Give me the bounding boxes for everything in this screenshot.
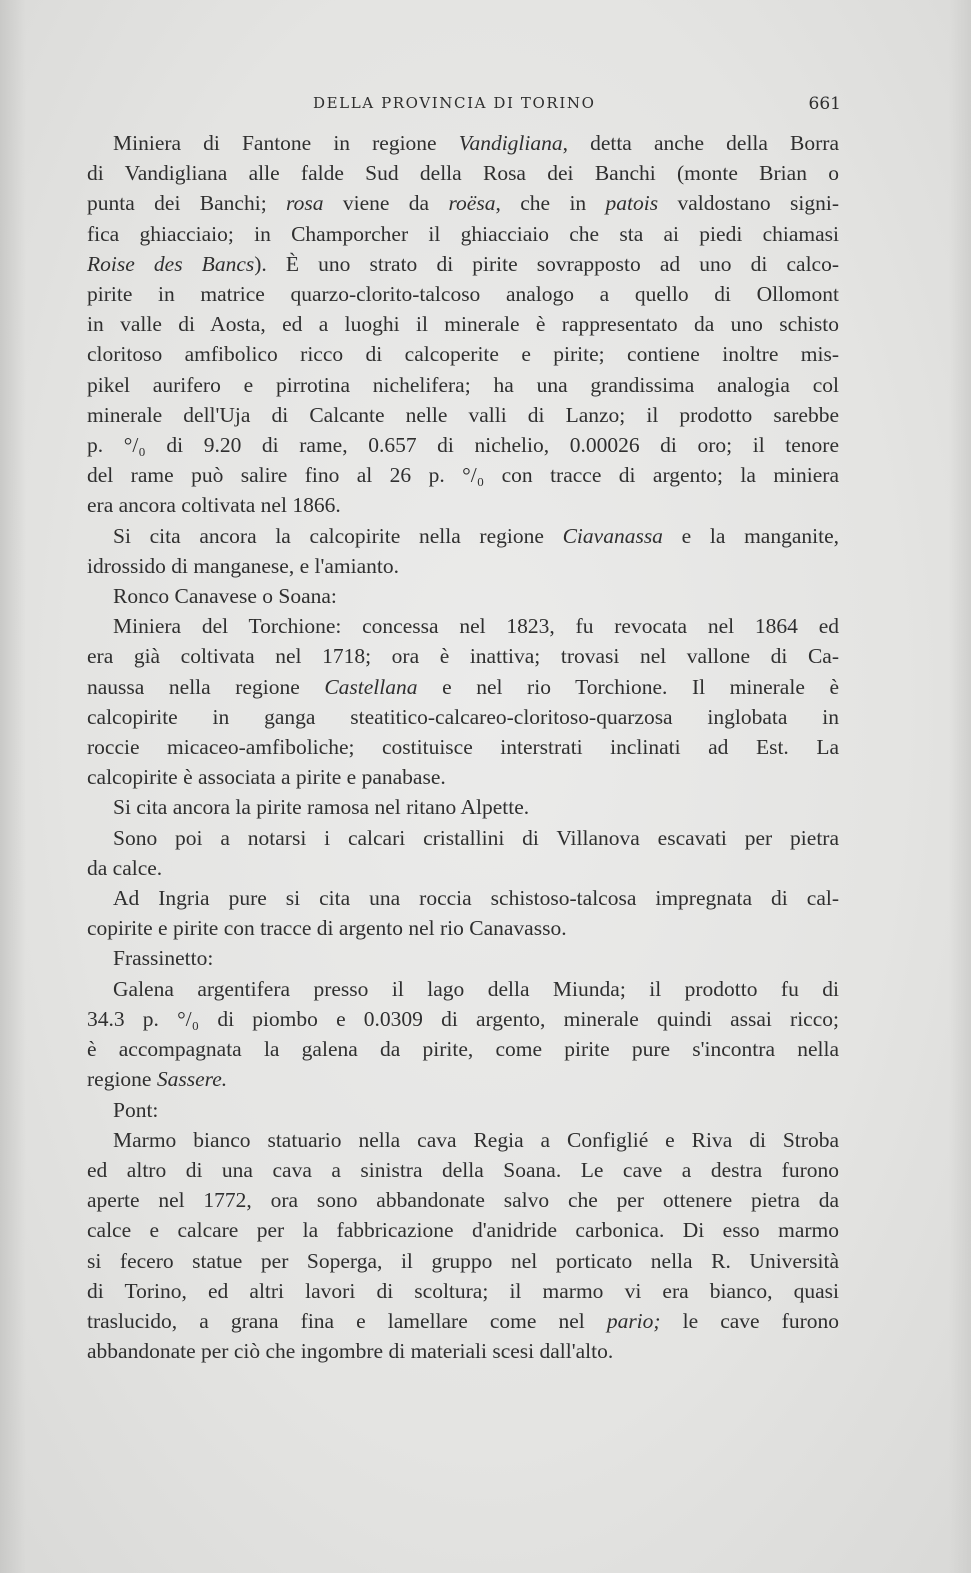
text-line	[87, 611, 839, 641]
page-header	[0, 94, 971, 116]
text-line	[87, 279, 839, 309]
text-line	[87, 581, 839, 611]
text-span: Galena argentifera presso il lago della Miunda; il prodotto fu di	[113, 976, 839, 1001]
italic-term: pario;	[606, 1308, 661, 1333]
text-line	[87, 460, 839, 490]
text-line	[87, 883, 839, 913]
text-line	[87, 641, 839, 671]
text-line	[87, 823, 839, 853]
text-span: era già coltivata nel 1718; ora è inattiva; trovasi nel vallone di Ca-	[87, 644, 839, 669]
text-span: e la manganite,	[662, 523, 839, 548]
text-line	[87, 672, 839, 702]
text-span: 34.3 p. °/₀ di piombo e 0.0309 di argento, minerale quindi assai ricco;	[87, 1006, 839, 1031]
text-span: in valle di Aosta, ed a luoghi il minerale è rappresentato da uno schisto	[87, 312, 839, 337]
text-span: idrossido di manganese, e l'amianto.	[87, 553, 399, 578]
text-line	[87, 1004, 839, 1034]
text-line	[87, 339, 839, 369]
text-line	[87, 400, 839, 430]
text-span: di Vandigliana alle falde Sud della Rosa dei Banchi (monte Brian o	[87, 161, 839, 186]
text-line	[87, 913, 839, 943]
text-span: aperte nel 1772, ora sono abbandonate salvo che per ottenere pietra da	[87, 1188, 839, 1213]
text-span: calcopirite in ganga steatitico-calcareo-cloritoso-quarzosa inglobata in	[87, 704, 839, 729]
text-line	[87, 1246, 839, 1276]
text-line	[87, 1215, 839, 1245]
text-line	[87, 219, 839, 249]
text-line	[87, 792, 839, 822]
text-span: , detta anche della Borra	[562, 131, 839, 155]
text-span: da calce.	[87, 855, 163, 880]
text-span: punta dei Banchi;	[87, 191, 287, 216]
text-span: calcopirite è associata a pirite e panabase.	[87, 765, 446, 790]
text-line	[87, 1064, 839, 1094]
text-span: di Torino, ed altri lavori di scoltura; il marmo vi era bianco, quasi	[87, 1278, 839, 1303]
text-span: copirite e pirite con tracce di argento nel rio Canavasso.	[87, 916, 567, 941]
text-span: fica ghiacciaio; in Champorcher il ghiacciaio che sta ai piedi chiamasi	[87, 221, 839, 246]
text-span: si fecero statue per Soperga, il gruppo nel porticato nella R. Università	[87, 1248, 839, 1273]
text-span: , che in	[495, 191, 606, 216]
text-span: traslucido, a grana fina e lamellare come nel	[87, 1308, 607, 1333]
text-span: Pont:	[113, 1097, 159, 1122]
text-span: pirite in matrice quarzo-clorito-talcoso analogo a quello di Ollomont	[87, 282, 839, 307]
page-edge-shadow-left	[0, 0, 26, 1573]
text-line	[87, 1125, 839, 1155]
italic-term: Sassere.	[156, 1067, 228, 1092]
text-span: Ronco Canavese o Soana:	[113, 584, 337, 609]
text-line	[87, 1155, 839, 1185]
text-span: Frassinetto:	[113, 946, 214, 971]
page-number: 661	[808, 94, 841, 114]
text-line	[87, 1034, 839, 1064]
text-span: Si cita ancora la pirite ramosa nel ritano Alpette.	[113, 795, 530, 820]
text-line	[87, 1185, 839, 1215]
text-span: valdostano signi-	[658, 191, 840, 216]
italic-term: Castellana	[324, 674, 418, 699]
text-span: abbandonate per ciò che ingombre di materiali scesi dall'alto.	[87, 1339, 614, 1364]
running-head: DELLA PROVINCIA DI TORINO	[313, 94, 596, 112]
text-span: ed altro di una cava a sinistra della Soana. Le cave a destra furono	[87, 1157, 839, 1182]
text-span: Miniera di Fantone in regione	[113, 131, 459, 155]
text-line	[87, 702, 839, 732]
text-line	[87, 1336, 839, 1366]
italic-term: patois	[605, 191, 659, 216]
text-line	[87, 732, 839, 762]
text-line	[87, 309, 839, 339]
text-span: Ad Ingria pure si cita una roccia schistoso-talcosa impregnata di cal-	[113, 886, 839, 911]
text-line	[87, 551, 839, 581]
text-span: p. °/₀ di 9.20 di rame, 0.657 di nichelio, 0.00026 di oro; il tenore	[87, 433, 839, 458]
italic-term: Ciavanassa	[562, 523, 663, 548]
text-span: viene da	[323, 191, 449, 216]
text-span: Si cita ancora la calcopirite nella regione	[113, 523, 563, 548]
page-edge-shadow-right	[949, 0, 971, 1573]
body-text	[87, 128, 839, 1366]
text-span: cloritoso amfibolico ricco di calcoperite e pirite; contiene inoltre mis-	[87, 342, 839, 367]
text-line	[87, 1306, 839, 1336]
text-line	[87, 521, 839, 551]
italic-term: Roise des Bancs	[87, 251, 255, 276]
text-span: le cave furono	[660, 1308, 839, 1333]
text-span: Miniera del Torchione: concessa nel 1823, fu revocata nel 1864 ed	[113, 614, 839, 639]
text-span: calce e calcare per la fabbricazione d'anidride carbonica. Di esso marmo	[87, 1218, 839, 1243]
text-line	[87, 1276, 839, 1306]
italic-term: roësa	[448, 191, 496, 216]
text-line	[87, 128, 839, 158]
text-line	[87, 158, 839, 188]
text-span: regione	[87, 1067, 157, 1092]
text-line	[87, 943, 839, 973]
text-line	[87, 249, 839, 279]
text-span: Marmo bianco statuario nella cava Regia a Configlié e Riva di Stroba	[113, 1127, 839, 1152]
text-span: roccie micaceo-amfiboliche; costituisce interstrati inclinati ad Est. La	[87, 735, 839, 760]
text-span: e nel rio Torchione. Il minerale è	[417, 674, 839, 699]
text-line	[87, 430, 839, 460]
italic-term: rosa	[286, 191, 324, 216]
text-span: Sono poi a notarsi i calcari cristallini di Villanova escavati per pietra	[113, 825, 839, 850]
text-span: ). È uno strato di pirite sovrapposto ad uno di calco-	[254, 251, 840, 276]
text-line	[87, 1095, 839, 1125]
text-line	[87, 853, 839, 883]
text-line	[87, 188, 839, 218]
text-line	[87, 974, 839, 1004]
text-span: del rame può salire fino al 26 p. °/₀ con tracce di argento; la miniera	[87, 463, 839, 488]
text-line	[87, 370, 839, 400]
text-line	[87, 490, 839, 520]
text-line	[87, 762, 839, 792]
text-span: pikel aurifero e pirrotina nichelifera; ha una grandissima analogia col	[87, 372, 839, 397]
italic-term: Vandigliana	[458, 131, 563, 155]
text-span: minerale dell'Uja di Calcante nelle valli di Lanzo; il prodotto sarebbe	[87, 402, 839, 427]
text-span: era ancora coltivata nel 1866.	[87, 493, 341, 518]
text-span: è accompagnata la galena da pirite, come pirite pure s'incontra nella	[87, 1037, 839, 1062]
text-span: naussa nella regione	[87, 674, 325, 699]
